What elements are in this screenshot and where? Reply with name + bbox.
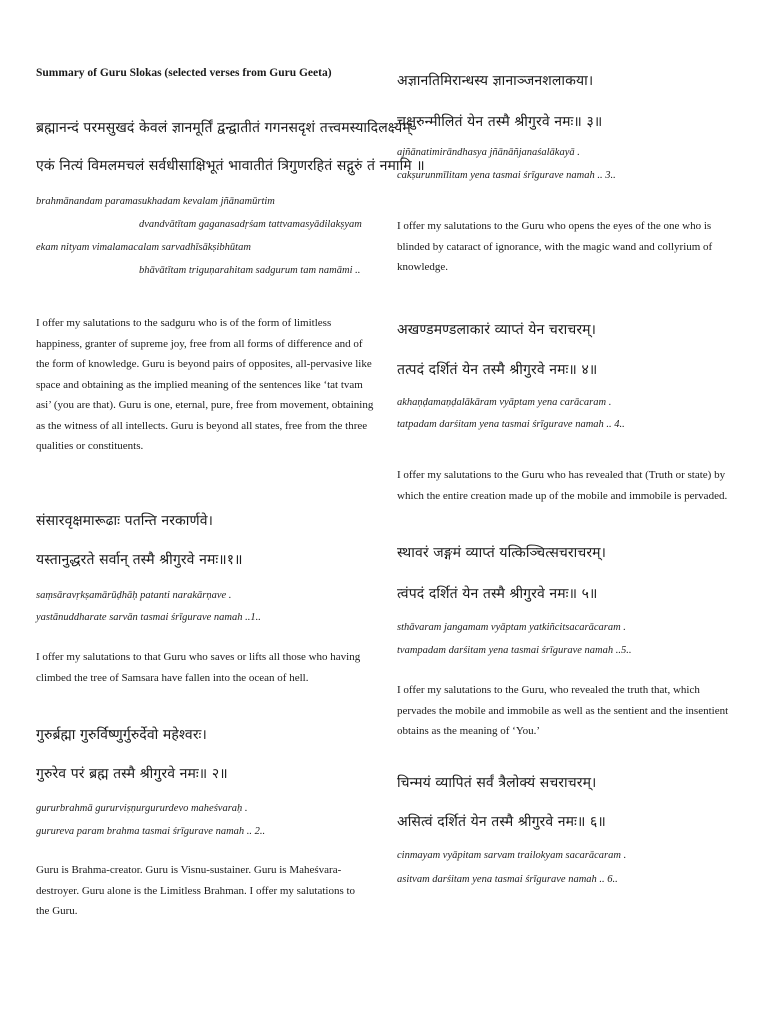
verse-7-transliteration-line-1: cinmayam vyāpitam sarvam trailokyam sacarācaram .: [397, 850, 627, 861]
verse-5-devanagari-line-2: तत्पदं दर्शितं येन तस्मै श्रीगुरवे नमः॥ ४॥: [397, 362, 598, 378]
verse-3-meaning: Guru is Brahma-creator. Guru is Visnu-sustainer. Guru is Maheśvara-destroyer. Guru alone is the Limitless Brahman. I offer my salutations to the Guru.: [36, 864, 356, 917]
verse-1-transliteration-line-4: bhāvātītam triguṇarahitam sadgurum tam namāmi ..: [139, 265, 361, 276]
verse-6-transliteration-line-1: sthāvaram jangamam vyāptam yatkiñcitsacarācaram .: [397, 622, 626, 633]
verse-1-meaning: I offer my salutations to the sadguru who is of the form of limitless happiness, granter of supreme joy, free from all forms of difference and of the form of knowledge. Guru is beyond pairs of opposites, all-pervasive like space and obtaining as the implied meaning of the sentences like ‘tat tvam asi’ (you are that). Guru is one, eternal, pure, free from movement, obtaining as the witness of all intellects. Guru is beyond all states, free from the three qualities or constituents.: [36, 317, 374, 452]
verse-7-transliteration-line-2: asitvam darśitam yena tasmai śrīgurave namah .. 6..: [397, 874, 618, 885]
verse-6-meaning: I offer my salutations to the Guru, who revealed the truth that, which pervades the mobile and immobile as well as the sentient and the insentient obtains as the meaning of ‘You.’: [397, 684, 729, 737]
verse-7-devanagari-line-1: चिन्मयं व्यापितं सर्वं त्रैलोक्यं सचराचरम्।: [397, 775, 597, 791]
verse-2-transliteration-line-1: saṃsāravṛkṣamārūḍhāḥ patanti narakārṇave .: [36, 590, 232, 601]
verse-4-meaning: I offer my salutations to the Guru who opens the eyes of the one who is blinded by cataract of ignorance, with the magic wand and collyrium of knowledge.: [397, 220, 713, 273]
verse-1-transliteration-line-1: brahmānandam paramasukhadam kevalam jñānamūrtim: [36, 196, 275, 207]
verse-2-transliteration-line-2: yastānuddharate sarvān tasmai śrīgurave namah ..1..: [36, 612, 261, 623]
verse-7-devanagari-line-2: असित्वं दर्शितं येन तस्मै श्रीगुरवे नमः॥ ६॥: [397, 814, 606, 830]
verse-1-transliteration-line-3: ekam nityam vimalamacalam sarvadhīsākṣibhūtam: [36, 242, 251, 253]
verse-4-transliteration-line-1: ajñānatimirāndhasya jñānāñjanaśalākayā .: [397, 147, 580, 158]
verse-3-devanagari-line-1: गुरुर्ब्रह्मा गुरुर्विष्णुर्गुरुर्देवो महेश्वरः।: [36, 727, 207, 743]
verse-5-transliteration-line-1: akhaṇḍamaṇḍalākāram vyāptam yena carācaram .: [397, 397, 612, 408]
verse-3-transliteration-line-2: gurureva param brahma tasmai śrīgurave namah .. 2..: [36, 826, 266, 837]
verse-6-transliteration-line-2: tvampadam darśitam yena tasmai śrīgurave namah ..5..: [397, 645, 632, 656]
verse-1-transliteration-line-2: dvandvātītam gaganasadṛśam tattvamasyādilakṣyam: [139, 219, 362, 230]
verse-6-devanagari-line-2: त्वंपदं दर्शितं येन तस्मै श्रीगुरवे नमः॥ ५॥: [397, 586, 598, 602]
verse-3-transliteration-line-1: gururbrahmā gururviṣṇurgururdevo maheśvaraḥ .: [36, 803, 248, 814]
verse-4-transliteration-line-2: cakṣurunmīlitam yena tasmai śrīgurave namah .. 3..: [397, 170, 616, 181]
verse-1-devanagari-line-2: एकं नित्यं विमलमचलं सर्वधीसाक्षिभूतं भावातीतं त्रिगुणरहितं सद्गुरुं तं नमामि ॥: [36, 158, 425, 174]
verse-2-devanagari-line-1: संसारवृक्षमारूढाः पतन्ति नरकार्णवे।: [36, 513, 214, 529]
verse-4-devanagari-line-1: अज्ञानतिमिरान्धस्य ज्ञानाञ्जनशलाकया।: [397, 73, 594, 89]
verse-5-meaning: I offer my salutations to the Guru who has revealed that (Truth or state) by which the entire creation made up of the mobile and immobile is pervaded.: [397, 469, 728, 502]
verse-1-devanagari-line-1: ब्रह्मानन्दं परमसुखदं केवलं ज्ञानमूर्तिं द्वन्द्वातीतं गगनसदृशं तत्त्वमस्यादिलक्ष्यम्: [36, 120, 411, 136]
verse-5-transliteration-line-2: tatpadam darśitam yena tasmai śrīgurave namah .. 4..: [397, 419, 625, 430]
verse-2-devanagari-line-2: यस्तानुद्धरते सर्वान् तस्मै श्रीगुरवे नमः॥१॥: [36, 552, 243, 568]
verse-3-devanagari-line-2: गुरुरेव परं ब्रह्म तस्मै श्रीगुरवे नमः॥ २॥: [36, 766, 228, 782]
document-title: Summary of Guru Slokas (selected verses from Guru Geeta): [36, 67, 332, 79]
verse-2-meaning: I offer my salutations to that Guru who saves or lifts all those who having climbed the tree of Samsara have fallen into the ocean of hell.: [36, 651, 361, 684]
verse-5-devanagari-line-1: अखण्डमण्डलाकारं व्याप्तं येन चराचरम्।: [397, 322, 597, 338]
verse-4-devanagari-line-2: चक्षुरुन्मीलितं येन तस्मै श्रीगुरवे नमः॥ ३॥: [397, 114, 603, 130]
verse-6-devanagari-line-1: स्थावरं जङ्गमं व्याप्तं यत्किञ्चित्सचराचरम्।: [397, 545, 607, 561]
